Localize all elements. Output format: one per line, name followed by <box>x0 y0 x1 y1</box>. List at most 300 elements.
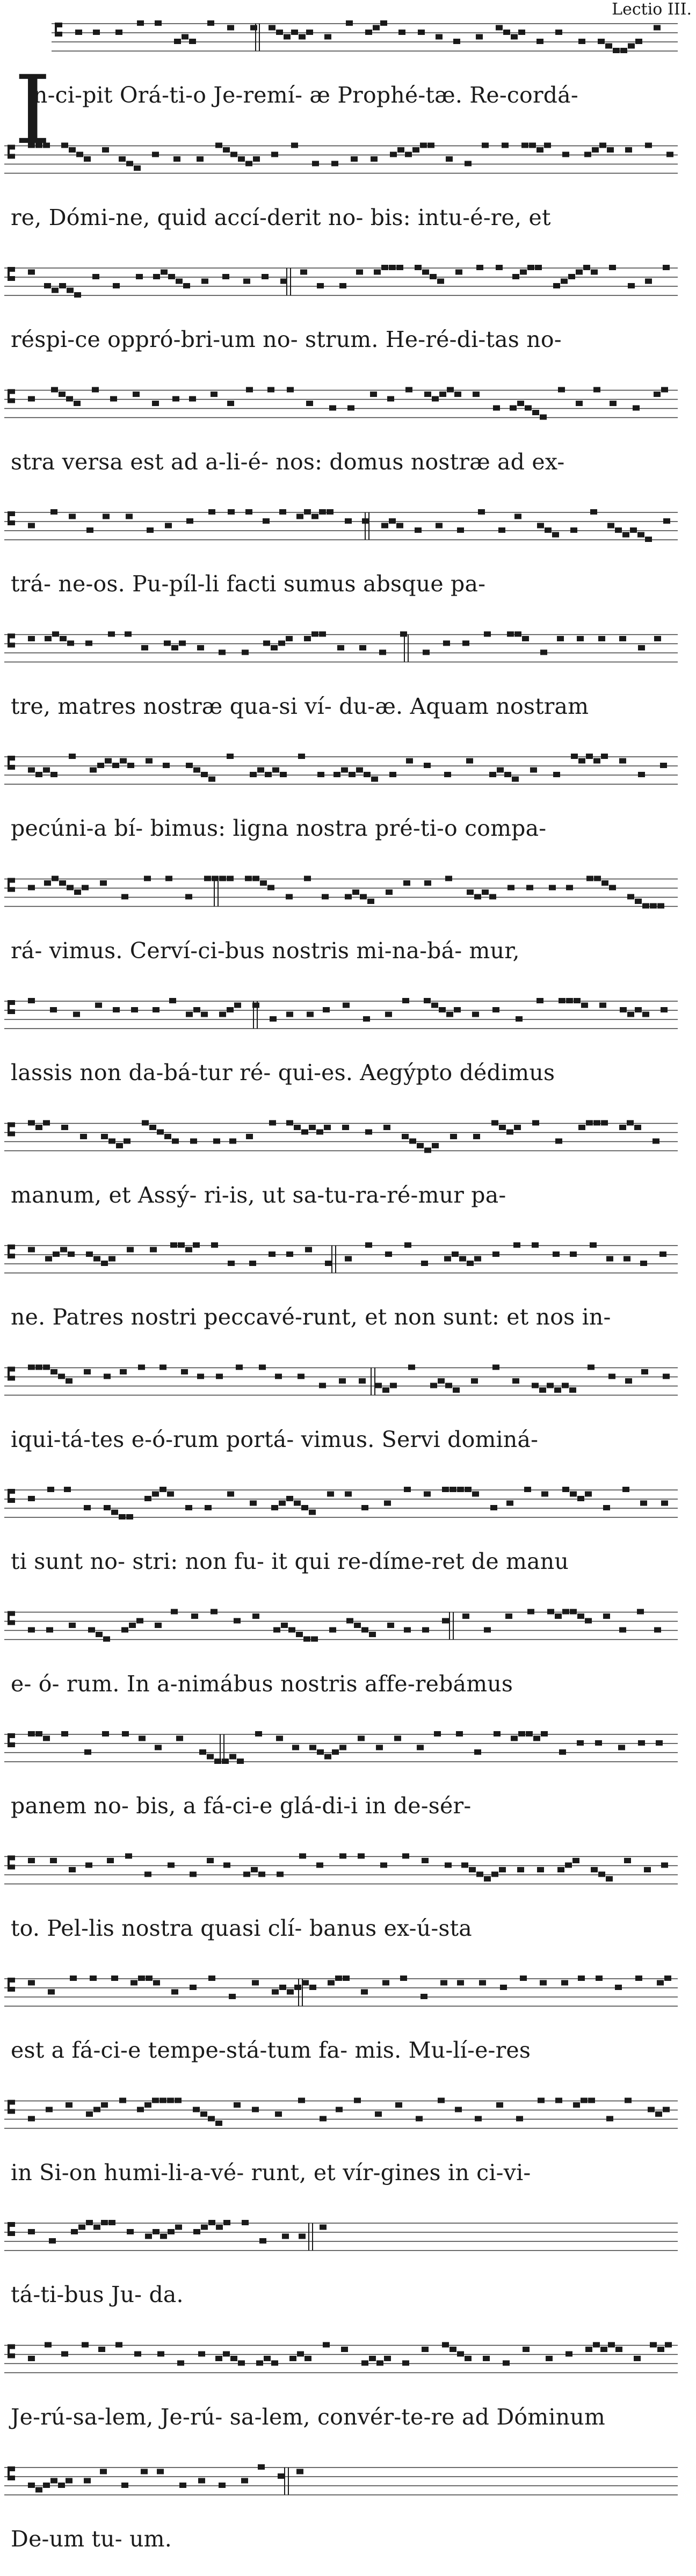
neume-note <box>605 44 612 49</box>
neume-note <box>181 1369 188 1374</box>
neume-note <box>603 1613 610 1619</box>
lyric-line: e- ó- rum. In a-nimábus nostris affe-rebámus <box>11 1670 513 1697</box>
neume-note <box>68 1251 75 1257</box>
neume-note <box>648 2107 655 2112</box>
neume-note <box>234 2102 241 2108</box>
neume-note <box>171 1609 178 1615</box>
neume-note <box>660 763 667 768</box>
neume-note <box>222 1759 229 1764</box>
staff-system <box>4 1976 678 2006</box>
neume-note <box>70 1976 77 1981</box>
neume-note <box>190 1872 197 1877</box>
neume-note <box>82 885 89 891</box>
neume-note <box>275 1374 282 1379</box>
neume-note <box>424 1148 431 1153</box>
neume-note <box>359 1378 366 1384</box>
neume-note <box>175 2098 182 2103</box>
neume-note <box>238 2361 245 2366</box>
c-clef-icon <box>55 23 62 37</box>
neume-note <box>360 894 367 900</box>
neume-note <box>661 1501 668 1506</box>
c-clef-icon <box>8 1367 15 1381</box>
neume-note <box>102 147 109 153</box>
neume-note <box>498 527 505 533</box>
neume-note <box>450 2347 456 2352</box>
neume-note <box>608 2342 615 2348</box>
neume-note <box>66 1378 73 1384</box>
neume-note <box>245 161 252 167</box>
neume-note <box>243 1872 250 1877</box>
neume-note <box>555 2098 562 2103</box>
neume-note <box>305 1247 312 1253</box>
neume-note <box>585 1618 592 1624</box>
neume-note <box>601 880 608 886</box>
neume-note <box>28 270 35 275</box>
neume-note <box>627 894 634 900</box>
neume-note <box>628 283 635 288</box>
neume-note <box>139 1736 146 1741</box>
neume-note <box>178 1242 185 1248</box>
neume-note <box>144 876 151 881</box>
neume-note <box>387 1623 394 1628</box>
neume-note <box>536 998 543 1003</box>
neume-note <box>155 20 162 26</box>
neume-note <box>518 1731 525 1736</box>
neume-note <box>635 39 642 44</box>
neume-note <box>271 645 278 650</box>
neume-note <box>153 274 160 279</box>
neume-note <box>164 1134 171 1139</box>
neume-note <box>484 1876 491 1882</box>
neume-note <box>75 30 82 35</box>
neume-note <box>371 777 378 782</box>
neume-note <box>71 2229 78 2234</box>
neume-note <box>664 1976 671 1981</box>
neume-note <box>43 1736 50 1741</box>
neume-note <box>207 20 214 26</box>
staff-system <box>4 998 678 1029</box>
neume-note <box>185 1505 192 1510</box>
neume-note <box>424 1492 431 1497</box>
neume-note <box>365 1130 372 1135</box>
neume-note <box>227 25 234 31</box>
neume-note <box>663 265 670 270</box>
neume-note <box>421 1994 427 1999</box>
neume-note <box>250 1501 257 1506</box>
neume-note <box>299 34 306 40</box>
neume-note <box>101 2220 108 2225</box>
neume-note <box>400 1976 407 1981</box>
neume-note <box>427 143 434 148</box>
neume-note <box>530 768 537 773</box>
neume-note <box>599 143 606 148</box>
c-clef-icon <box>8 1611 15 1625</box>
neume-note <box>496 2102 503 2108</box>
neume-note <box>492 1007 499 1012</box>
neume-note <box>172 396 179 402</box>
neume-note <box>512 1378 519 1384</box>
neume-note <box>263 641 270 646</box>
neume-note <box>508 885 514 891</box>
neume-note <box>48 1989 55 1995</box>
neume-note <box>382 1387 389 1393</box>
staff-system <box>52 20 678 53</box>
neume-note <box>657 1980 664 1986</box>
neume-note <box>134 165 141 171</box>
neume-note <box>457 1980 464 1986</box>
neume-note <box>383 1125 390 1130</box>
neume-note <box>356 270 363 275</box>
neume-note <box>317 283 324 288</box>
neume-note <box>141 645 148 650</box>
neume-note <box>237 1759 244 1764</box>
neume-note <box>296 1632 303 1637</box>
neume-note <box>291 30 298 35</box>
neume-note <box>473 1134 480 1139</box>
neume-note <box>462 1613 469 1619</box>
neume-note <box>421 1261 428 1266</box>
neume-note <box>129 1623 136 1628</box>
neume-note <box>270 1016 277 1022</box>
neume-note <box>384 2356 391 2361</box>
neume-note <box>246 387 253 393</box>
neume-note <box>346 20 353 26</box>
neume-note <box>113 283 120 288</box>
neume-note <box>85 641 92 646</box>
neume-note <box>336 2107 343 2112</box>
neume-note <box>402 1854 409 1859</box>
neume-note <box>316 1130 323 1135</box>
neume-note <box>389 518 396 524</box>
c-clef-icon <box>8 2100 15 2114</box>
neume-note <box>92 387 99 393</box>
neume-note <box>74 292 81 298</box>
neume-note <box>281 1623 288 1628</box>
neume-note <box>638 772 645 777</box>
neume-note <box>370 392 377 397</box>
neume-note <box>438 1378 445 1384</box>
neume-note <box>255 1731 262 1736</box>
lyric-line: Je-rú-sa-lem, Je-rú- sa-lem, convér-te-re ad Dóminum <box>11 2404 605 2430</box>
neume-note <box>625 147 632 153</box>
lyric-line: stra versa est ad a-li-é- nos: domus nostræ ad ex- <box>11 448 565 475</box>
neume-note <box>622 532 629 538</box>
neume-note <box>86 2111 93 2117</box>
neume-note <box>537 1867 544 1872</box>
neume-note <box>305 2356 311 2361</box>
neume-note <box>347 406 354 411</box>
staff-system <box>4 2098 678 2129</box>
neume-note <box>243 279 250 284</box>
neume-note <box>405 152 412 157</box>
neume-note <box>661 1007 668 1012</box>
neume-note <box>396 265 403 270</box>
neume-note <box>592 147 599 153</box>
neume-note <box>171 645 178 650</box>
neume-note <box>479 1980 486 1986</box>
neume-note <box>482 143 489 148</box>
neume-note <box>635 1976 642 1981</box>
neume-note <box>402 1134 409 1139</box>
neume-note <box>59 880 66 886</box>
neume-note <box>510 406 517 411</box>
neume-note <box>193 2229 200 2234</box>
neume-note <box>406 758 413 764</box>
neume-note <box>267 885 274 891</box>
neume-note <box>259 2238 266 2244</box>
neume-note <box>334 772 340 777</box>
neume-note <box>593 758 600 764</box>
neume-note <box>358 1736 365 1741</box>
neume-note <box>576 270 583 275</box>
neume-note <box>566 998 573 1003</box>
neume-note <box>238 156 245 162</box>
neume-note <box>84 156 91 162</box>
neume-note <box>516 2116 523 2122</box>
neume-note <box>657 903 664 909</box>
staff-system <box>4 1609 678 1642</box>
neume-note <box>532 1120 539 1126</box>
neume-note <box>581 1003 588 1008</box>
neume-note <box>438 2098 445 2103</box>
neume-note <box>540 650 547 655</box>
neume-note <box>578 39 585 44</box>
neume-note <box>323 2342 330 2348</box>
neume-note <box>475 2116 482 2122</box>
neume-note <box>172 1139 179 1144</box>
neume-note <box>43 1365 50 1370</box>
neume-note <box>93 2225 100 2230</box>
neume-note <box>409 1139 416 1144</box>
neume-note <box>555 1139 562 1144</box>
neume-note <box>506 1501 513 1506</box>
c-clef-icon <box>8 1489 15 1503</box>
neume-note <box>201 2225 208 2230</box>
neume-note <box>189 396 196 402</box>
lyric-line: pecúni-a bí- bimus: ligna nostra pré-ti-o compa- <box>11 815 547 841</box>
neume-note <box>545 527 552 533</box>
neume-note <box>144 2102 151 2108</box>
neume-note <box>525 406 532 411</box>
neume-note <box>223 147 230 153</box>
neume-note <box>169 998 176 1003</box>
neume-note <box>598 1872 605 1877</box>
neume-note <box>532 410 539 415</box>
neume-note <box>97 763 104 768</box>
neume-note <box>246 1134 253 1139</box>
staff-system <box>4 509 678 542</box>
neume-note <box>127 2229 134 2234</box>
neume-note <box>115 30 122 35</box>
staff-system <box>4 1365 678 1395</box>
neume-note <box>311 514 318 519</box>
neume-note <box>376 1745 383 1750</box>
neume-note <box>503 2361 510 2366</box>
lyric-line: De-um tu- um. <box>11 2526 172 2552</box>
neume-note <box>43 1120 50 1126</box>
neume-note <box>371 156 378 162</box>
neume-note <box>457 1487 464 1492</box>
neume-note <box>358 1854 365 1859</box>
neume-note <box>363 1016 370 1022</box>
neume-note <box>126 161 133 167</box>
neume-note <box>323 1007 330 1012</box>
neume-note <box>465 2356 472 2361</box>
neume-note <box>450 1134 457 1139</box>
neume-note <box>28 1980 35 1986</box>
neume-note <box>467 889 474 895</box>
neume-note <box>653 1139 659 1144</box>
neume-note <box>490 1505 497 1510</box>
neume-note <box>227 754 234 759</box>
staff-system <box>4 1731 678 1764</box>
neume-note <box>92 274 99 279</box>
neume-note <box>375 1383 382 1388</box>
neume-note <box>144 1872 151 1877</box>
neume-note <box>593 387 600 393</box>
neume-note <box>517 1867 524 1872</box>
neume-note <box>541 1731 548 1736</box>
neume-note <box>86 1251 93 1257</box>
neume-note <box>108 632 115 637</box>
neume-note <box>585 1492 592 1497</box>
neume-note <box>201 772 208 777</box>
neume-note <box>424 880 431 886</box>
neume-note <box>320 2116 327 2122</box>
neume-note <box>86 527 93 533</box>
neume-note <box>193 2107 200 2112</box>
neume-note <box>476 265 483 270</box>
neume-note <box>613 48 620 53</box>
neume-note <box>576 401 583 406</box>
neume-note <box>645 143 652 148</box>
neume-note <box>287 387 294 393</box>
neume-note <box>229 1754 236 1760</box>
neume-note <box>317 1749 324 1755</box>
neume-note <box>454 1007 461 1012</box>
c-clef-icon <box>8 1000 15 1014</box>
neume-note <box>138 1365 145 1370</box>
neume-note <box>127 1247 134 1253</box>
neume-note <box>666 152 673 157</box>
neume-note <box>43 2483 50 2488</box>
neume-note <box>450 1487 456 1492</box>
neume-note <box>469 1867 476 1872</box>
neume-note <box>440 1980 447 1986</box>
neume-note <box>578 1125 585 1130</box>
neume-note <box>125 632 132 637</box>
neume-note <box>286 894 293 900</box>
neume-note <box>526 1731 533 1736</box>
neume-note <box>67 641 74 646</box>
neume-note <box>201 279 208 284</box>
neume-note <box>28 998 35 1003</box>
neume-note <box>52 876 59 881</box>
neume-note <box>365 1242 372 1248</box>
c-clef-icon <box>8 1856 15 1870</box>
neume-note <box>593 2342 600 2348</box>
neume-note <box>389 772 396 777</box>
neume-note <box>88 1627 95 1633</box>
neume-note <box>422 1858 429 1863</box>
neume-note <box>303 1637 310 1642</box>
neume-note <box>98 2347 105 2352</box>
neume-note <box>339 283 346 288</box>
neume-note <box>577 1496 584 1501</box>
neume-note <box>644 1867 651 1872</box>
neume-note <box>390 1383 397 1388</box>
neume-note <box>176 279 183 284</box>
neume-note <box>282 2234 289 2239</box>
staff-system <box>4 876 678 909</box>
neume-note <box>61 1125 68 1130</box>
neume-note <box>532 1383 539 1388</box>
neume-note <box>164 641 171 646</box>
lyric-line: manum, et Assý- ri-is, ut sa-tu-ra-ré-mur pa- <box>11 1182 506 1208</box>
neume-note <box>47 1487 54 1492</box>
neume-note <box>157 2351 164 2357</box>
neume-note <box>577 1613 584 1619</box>
neume-note <box>253 156 260 162</box>
neume-note <box>387 396 394 402</box>
neume-note <box>625 2098 632 2103</box>
neume-note <box>600 2347 607 2352</box>
neume-note <box>584 152 591 157</box>
neume-note <box>163 763 170 768</box>
neume-note <box>540 415 547 420</box>
neume-note <box>103 514 110 519</box>
neume-note <box>52 632 59 637</box>
neume-note <box>654 25 661 31</box>
neume-note <box>127 763 134 768</box>
neume-note <box>207 1754 214 1760</box>
neume-note <box>251 1867 258 1872</box>
neume-note <box>273 1627 280 1633</box>
lyric-line: in Si-on humi-li-a-vé- runt, et vír-gines in ci-vi- <box>11 2159 531 2186</box>
neume-note <box>64 1487 71 1492</box>
neume-note <box>499 1867 506 1872</box>
neume-note <box>549 885 556 891</box>
neume-note <box>312 161 319 167</box>
neume-note <box>628 44 635 49</box>
neume-note <box>444 772 451 777</box>
neume-note <box>311 1637 318 1642</box>
neume-note <box>229 1994 236 1999</box>
initial-letter: I <box>14 55 52 165</box>
neume-note <box>45 2342 52 2348</box>
c-clef-icon <box>8 267 15 281</box>
neume-note <box>66 396 73 402</box>
neume-note <box>437 279 444 284</box>
neume-note <box>494 1731 501 1736</box>
neume-note <box>193 1007 200 1012</box>
staff-system <box>4 387 678 420</box>
neume-note <box>228 509 235 515</box>
neume-note <box>585 2347 592 2352</box>
neume-note <box>484 1627 491 1633</box>
neume-note <box>566 2351 572 2357</box>
neume-note <box>213 1139 220 1144</box>
neume-note <box>59 283 66 288</box>
neume-note <box>193 1242 200 1248</box>
neume-note <box>179 641 186 646</box>
neume-note <box>51 387 58 393</box>
neume-note <box>637 532 644 538</box>
neume-note <box>185 894 192 900</box>
neume-note <box>642 1012 649 1017</box>
neume-note <box>85 1863 92 1868</box>
neume-note <box>634 1125 641 1130</box>
